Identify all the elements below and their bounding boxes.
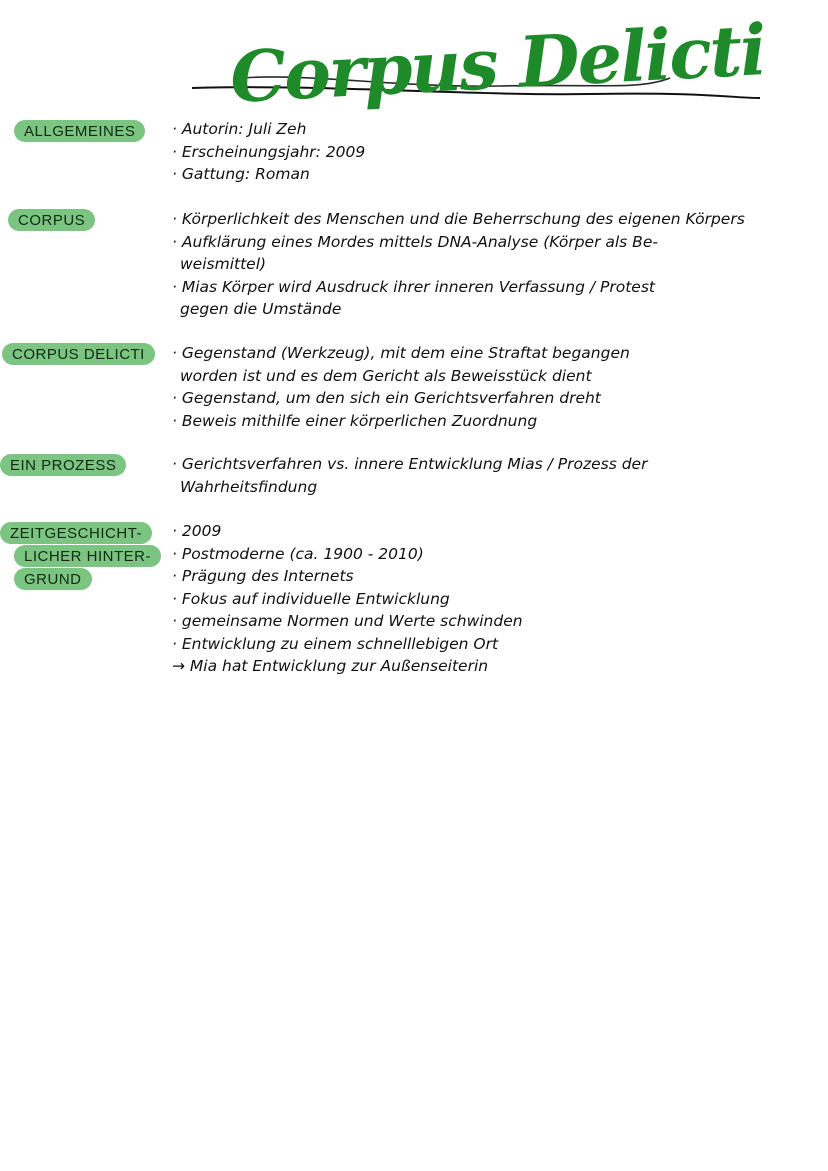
list-item: · Körperlichkeit des Menschen und die Beherrschung des eigenen Körpers	[172, 210, 745, 228]
list-item: weismittel)	[180, 255, 267, 273]
section-lines	[172, 118, 818, 186]
list-item: · Gattung: Roman	[172, 165, 310, 183]
list-item: · Postmoderne (ca. 1900 - 2010)	[172, 544, 424, 563]
list-item: · Fokus auf individuelle Entwicklung	[172, 589, 450, 608]
section-lines	[172, 342, 818, 432]
list-item: · Gegenstand (Werkzeug), mit dem eine Straftat begangen	[172, 344, 630, 362]
list-item: gegen die Umstände	[180, 300, 342, 318]
title-area	[170, 8, 790, 130]
list-item: · Beweis mithilfe einer körperlichen Zuordnung	[172, 411, 538, 430]
section-label: CORPUS DELICTI	[2, 343, 155, 365]
section-label: ALLGEMEINES	[14, 120, 145, 142]
section-lines	[172, 453, 818, 498]
list-item: · Gerichtsverfahren vs. innere Entwicklung Mias / Prozess der	[172, 455, 648, 473]
list-item: Wahrheitsfindung	[180, 477, 318, 496]
list-item: · Entwicklung zu einem schnelllebigen Ort	[172, 634, 499, 653]
list-item: · Erscheinungsjahr: 2009	[172, 142, 366, 161]
list-item: · Gegenstand, um den sich ein Gerichtsverfahren dreht	[172, 389, 601, 407]
list-item: · Mias Körper wird Ausdruck ihrer inneren Verfassung / Protest	[172, 277, 655, 296]
section-lines	[172, 520, 818, 678]
list-item: · Prägung des Internets	[172, 567, 354, 585]
list-item: worden ist und es dem Gericht als Beweisstück dient	[180, 366, 592, 385]
section-label-line-3: GRUND	[14, 568, 92, 590]
section-lines	[172, 208, 818, 321]
list-item: · Autorin: Juli Zeh	[172, 120, 307, 138]
conclusion-item: → Mia hat Entwicklung zur Außenseiterin	[172, 657, 489, 675]
page-title: Corpus Delicti	[228, 8, 767, 119]
list-item: · Aufklärung eines Mordes mittels DNA-Analyse (Körper als Be-	[172, 232, 658, 251]
section-label: CORPUS	[8, 209, 95, 231]
section-label-line-2: LICHER HINTER-	[14, 545, 161, 567]
list-item: · 2009	[172, 522, 222, 540]
section-label: EIN PROZESS	[0, 454, 126, 476]
list-item: · gemeinsame Normen und Werte schwinden	[172, 612, 523, 630]
section-label-line-1: ZEITGESCHICHT-	[0, 522, 152, 544]
